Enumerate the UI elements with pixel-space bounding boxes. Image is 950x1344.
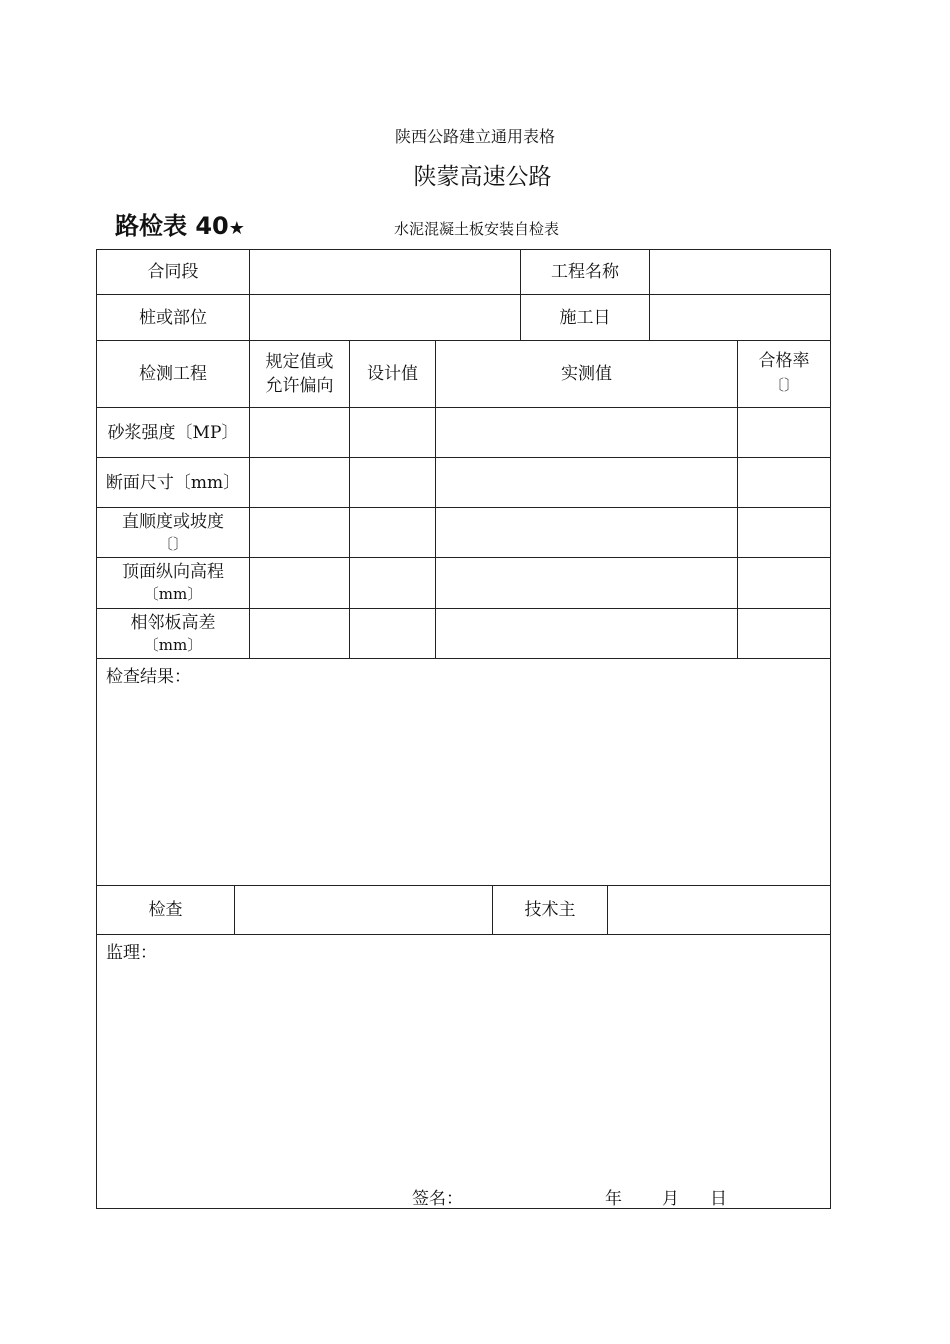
construction-date-field[interactable] xyxy=(650,295,830,340)
project-name-label: 工程名称 xyxy=(551,262,619,282)
pass-rate-header-line2: 〔〕 xyxy=(768,376,799,394)
station-field[interactable] xyxy=(250,295,520,340)
row-label: 相邻板高差 xyxy=(130,612,216,633)
row-unit: 〔〕 xyxy=(157,534,188,553)
star-icon: ★ xyxy=(228,218,245,239)
technical-lead-label: 技术主 xyxy=(524,900,576,920)
spec-header-line1: 规定值或 xyxy=(265,352,334,372)
form-code-text: 路检表 40 xyxy=(115,212,229,240)
row-label: 砂浆强度〔MP〕 xyxy=(107,422,239,443)
row-label: 直顺度或坡度 xyxy=(122,511,224,532)
inspection-table xyxy=(96,249,831,886)
inspection-result-area[interactable] xyxy=(97,690,830,885)
supervision-area[interactable] xyxy=(97,966,830,1156)
inspector-field[interactable] xyxy=(235,886,492,934)
construction-date-label: 施工日 xyxy=(559,307,611,328)
measured-column-header: 实测值 xyxy=(561,364,612,384)
row-top-elevation xyxy=(97,558,249,608)
spec-column-header xyxy=(250,341,349,407)
supervision-label: 监理： xyxy=(106,943,157,963)
pass-rate-header-line1: 合格率 xyxy=(758,351,810,371)
day-label: 日 xyxy=(710,1189,727,1209)
form-code xyxy=(115,206,245,241)
row-unit: 〔mm〕 xyxy=(143,585,203,603)
row-label: 断面尺寸〔mm〕 xyxy=(105,472,241,493)
form-series-heading: 陕西公路建立通用表格 xyxy=(394,127,555,146)
row-mortar-strength xyxy=(97,408,249,457)
row-section-size xyxy=(97,458,249,507)
row-label: 顶面纵向高程 xyxy=(122,562,224,582)
year-label: 年 xyxy=(605,1189,622,1209)
signature-label: 签名： xyxy=(412,1189,463,1209)
row-unit: 〔mm〕 xyxy=(143,635,203,654)
row-adjacent-slab-diff xyxy=(97,609,249,658)
form-title: 水泥混凝土板安装自检表 xyxy=(394,220,560,238)
inspector-label: 检查 xyxy=(148,900,183,920)
technical-lead-field[interactable] xyxy=(608,886,830,934)
month-label: 月 xyxy=(662,1189,679,1209)
contract-section-label: 合同段 xyxy=(147,262,199,282)
highway-title: 陕蒙高速公路 xyxy=(413,164,552,190)
item-column-header: 检测工程 xyxy=(139,364,207,384)
signoff-table xyxy=(96,885,831,1209)
spec-header-line2: 允许偏向 xyxy=(265,376,334,396)
contract-section-field[interactable] xyxy=(250,250,520,294)
inspection-result-label: 检查结果： xyxy=(106,667,191,687)
project-name-field[interactable] xyxy=(650,250,830,294)
station-label: 桩或部位 xyxy=(139,307,207,328)
pass-rate-column-header xyxy=(738,341,830,407)
row-straightness xyxy=(97,508,249,557)
design-column-header: 设计值 xyxy=(367,364,418,384)
